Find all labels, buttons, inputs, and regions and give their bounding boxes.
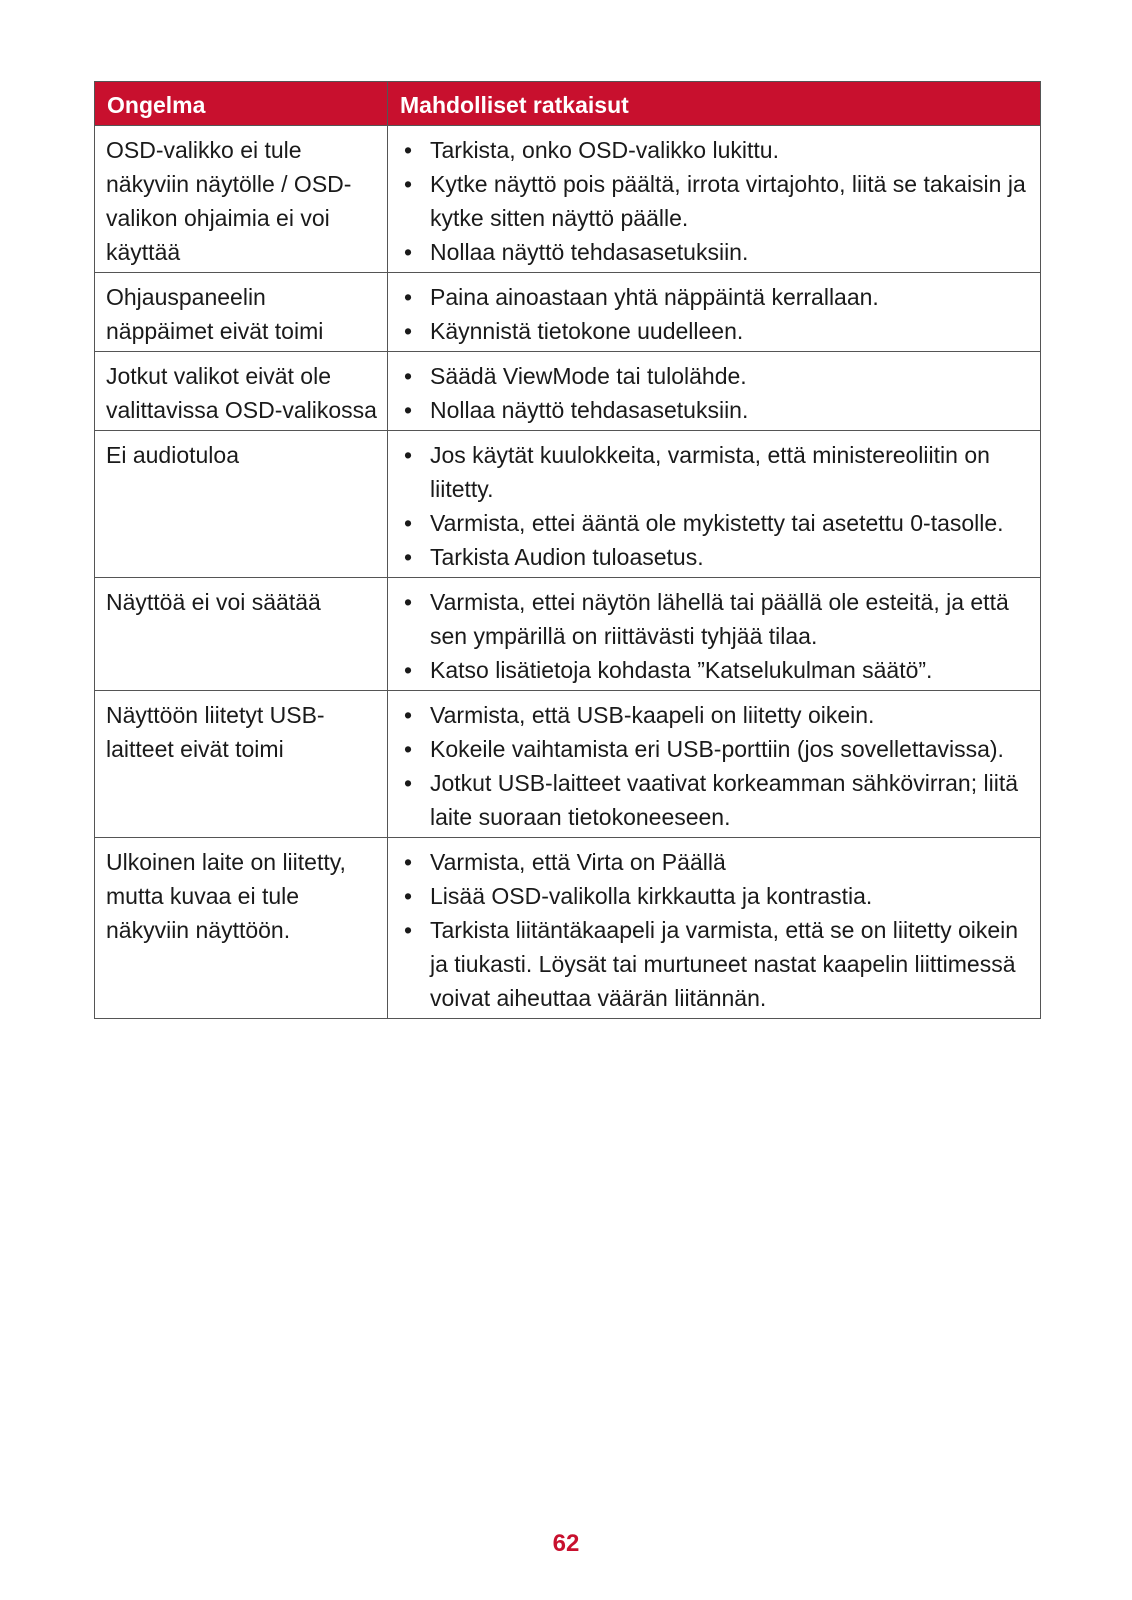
solution-text: Katso lisätietoja kohdasta ”Katselukulman säätö”.	[430, 657, 933, 683]
solution-item	[399, 879, 1030, 913]
solution-item	[399, 698, 1030, 732]
solutions-list	[399, 845, 1030, 1015]
solution-item	[399, 913, 1030, 1015]
troubleshooting-table	[94, 81, 1041, 1019]
problem-cell: Ulkoinen laite on liitetty, mutta kuvaa ei tule näkyviin näyttöön.	[95, 838, 388, 1019]
solutions-list	[399, 133, 1030, 269]
bullet-icon: •	[404, 849, 413, 875]
solutions-cell	[388, 691, 1041, 838]
solutions-cell	[388, 838, 1041, 1019]
solution-item	[399, 732, 1030, 766]
page-number: 62	[552, 1530, 580, 1557]
table-row	[95, 838, 1041, 1019]
bullet-icon: •	[404, 239, 413, 265]
solution-item	[399, 766, 1030, 834]
bullet-icon: •	[404, 589, 413, 615]
solution-text: Kytke näyttö pois päältä, irrota virtajohto, liitä se takaisin ja kytke sitten näyttö päälle.	[430, 171, 1026, 231]
solution-item	[399, 438, 1030, 506]
solution-item	[399, 653, 1030, 687]
solution-item	[399, 235, 1030, 269]
table-row	[95, 126, 1041, 273]
table-row	[95, 273, 1041, 352]
table-body	[95, 126, 1041, 1019]
solution-text: Paina ainoastaan yhtä näppäintä kerrallaan.	[430, 284, 879, 310]
solution-item	[399, 845, 1030, 879]
bullet-icon: •	[404, 442, 413, 468]
solution-item	[399, 314, 1030, 348]
solution-text: Lisää OSD-valikolla kirkkautta ja kontrastia.	[430, 883, 873, 909]
problem-cell: Näyttöä ei voi säätää	[95, 578, 388, 691]
solution-item	[399, 167, 1030, 235]
bullet-icon: •	[404, 397, 413, 423]
problem-cell: Näyttöön liitetyt USB-laitteet eivät toimi	[95, 691, 388, 838]
solution-text: Varmista, ettei ääntä ole mykistetty tai asetettu 0-tasolle.	[430, 510, 1004, 536]
solutions-list	[399, 359, 1030, 427]
solution-item	[399, 585, 1030, 653]
problem-cell: Jotkut valikot eivät ole valittavissa OSD-valikossa	[95, 352, 388, 431]
problem-cell: OSD-valikko ei tule näkyviin näytölle / OSD-valikon ohjaimia ei voi käyttää	[95, 126, 388, 273]
solution-item	[399, 393, 1030, 427]
solutions-cell	[388, 352, 1041, 431]
problem-cell: Ohjauspaneelin näppäimet eivät toimi	[95, 273, 388, 352]
bullet-icon: •	[404, 770, 413, 796]
bullet-icon: •	[404, 702, 413, 728]
solution-item	[399, 280, 1030, 314]
bullet-icon: •	[404, 657, 413, 683]
solution-text: Varmista, ettei näytön lähellä tai päällä ole esteitä, ja että sen ympärillä on riittävästi tyhjää tilaa.	[430, 589, 1009, 649]
problem-column-header: Ongelma	[95, 82, 388, 126]
solution-text: Tarkista liitäntäkaapeli ja varmista, että se on liitetty oikein ja tiukasti. Löysät tai murtuneet nastat kaapelin liittimessä voivat aiheuttaa väärän liitännän.	[430, 917, 1019, 1011]
table-row	[95, 352, 1041, 431]
solutions-list	[399, 438, 1030, 574]
solution-item	[399, 133, 1030, 167]
solution-text: Tarkista Audion tuloasetus.	[430, 544, 704, 570]
solutions-column-header: Mahdolliset ratkaisut	[388, 82, 1041, 126]
solution-text: Käynnistä tietokone uudelleen.	[430, 318, 744, 344]
problem-cell: Ei audiotuloa	[95, 431, 388, 578]
bullet-icon: •	[404, 363, 413, 389]
solution-text: Varmista, että Virta on Päällä	[430, 849, 726, 875]
bullet-icon: •	[404, 284, 413, 310]
solution-text: Varmista, että USB-kaapeli on liitetty oikein.	[430, 702, 875, 728]
bullet-icon: •	[404, 137, 413, 163]
bullet-icon: •	[404, 318, 413, 344]
solution-text: Tarkista, onko OSD-valikko lukittu.	[430, 137, 779, 163]
solution-text: Jos käytät kuulokkeita, varmista, että ministereoliitin on liitetty.	[430, 442, 990, 502]
table-row	[95, 578, 1041, 691]
bullet-icon: •	[404, 171, 413, 197]
table-row	[95, 431, 1041, 578]
bullet-icon: •	[404, 544, 413, 570]
solution-item	[399, 506, 1030, 540]
solution-text: Jotkut USB-laitteet vaativat korkeamman sähkövirran; liitä laite suoraan tietokoneeseen.	[430, 770, 1019, 830]
solutions-cell	[388, 126, 1041, 273]
solutions-cell	[388, 578, 1041, 691]
table-row	[95, 691, 1041, 838]
solutions-cell	[388, 273, 1041, 352]
solution-text: Nollaa näyttö tehdasasetuksiin.	[430, 397, 749, 423]
table-header-row	[95, 82, 1041, 126]
solutions-cell	[388, 431, 1041, 578]
solutions-list	[399, 698, 1030, 834]
solutions-list	[399, 280, 1030, 348]
solution-text: Nollaa näyttö tehdasasetuksiin.	[430, 239, 749, 265]
solution-item	[399, 540, 1030, 574]
solution-text: Kokeile vaihtamista eri USB-porttiin (jos sovellettavissa).	[430, 736, 1004, 762]
solution-text: Säädä ViewMode tai tulolähde.	[430, 363, 747, 389]
bullet-icon: •	[404, 510, 413, 536]
solution-item	[399, 359, 1030, 393]
bullet-icon: •	[404, 917, 413, 943]
bullet-icon: •	[404, 883, 413, 909]
bullet-icon: •	[404, 736, 413, 762]
solutions-list	[399, 585, 1030, 687]
